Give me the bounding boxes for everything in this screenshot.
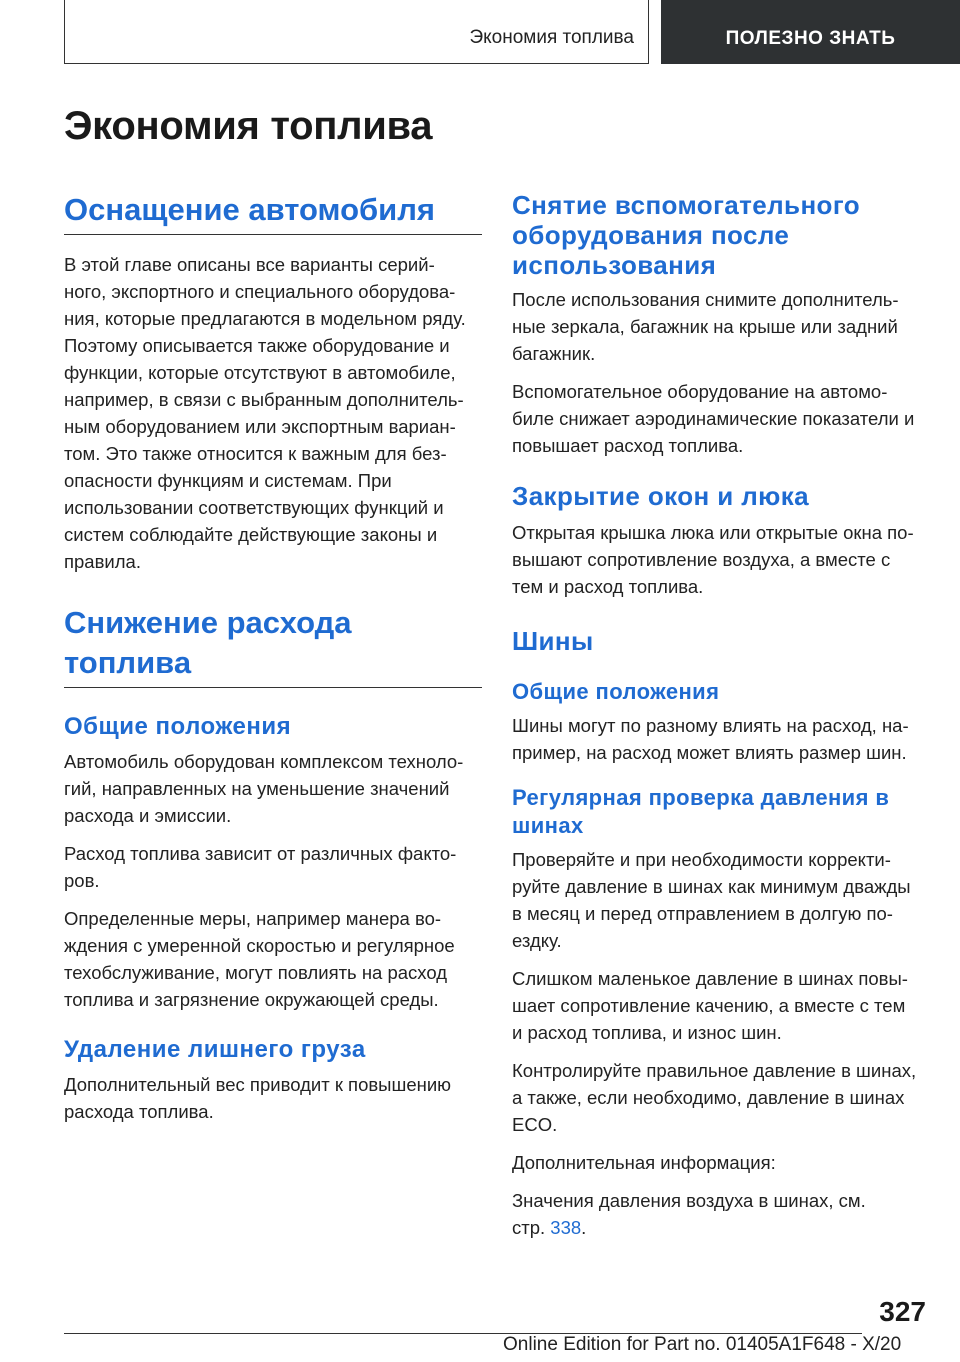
subheading-general: Общие положения [64,713,292,740]
paragraph-tire-pressure-2: Слишком маленькое давление в шинах повы- шает сопротивление качению, а вместе с тем и расход топлива, и износ шин. [512,968,908,1043]
paragraph-general-1: Автомобиль оборудован комплексом техноло- гий, направленных на уменьшение значений расхода и эмиссии. [64,751,464,826]
page-reference-link[interactable]: 338 [550,1217,582,1238]
heading-remove-accessories: Снятие вспомогательного оборудования после использования [512,190,860,280]
heading-close-windows: Закрытие окон и люка [512,481,810,511]
paragraph-accessories-2: Вспомогательное оборудование на автомо- биле снижает аэродинамические показатели и повышает расход топлива. [512,381,915,456]
paragraph-additional-info: Дополнительная информация: [512,1152,776,1173]
heading-vehicle-equipment: Оснащение автомобиля [64,192,435,227]
paragraph-tires-general: Шины могут по разному влиять на расход, на- пример, на расход может влиять размер шин. [512,715,909,763]
right-column [512,190,932,1252]
paragraph-accessories-1: После использования снимите дополнитель- ные зеркала, багажник на крыше или задний багажник. [512,289,899,364]
paragraph-close-windows: Открытая крышка люка или открытые окна по- вышают сопротивление воздуха, а вместе с тем и расход топлива. [512,522,914,597]
paragraph-remove-cargo: Дополнительный вес приводит к повышению расхода топлива. [64,1074,452,1122]
paragraph-tire-pressure-3: Контролируйте правильное давление в шинах, а также, если необходимо, давление в шинах ECO. [512,1060,917,1135]
page-number: 327 [879,1296,926,1327]
section-title-tab: Экономия топлива [64,0,649,64]
heading-rule [64,687,482,688]
paragraph-pressure-reference: Значения давления воздуха в шинах, см. стр. 338. [512,1190,866,1238]
page-header [64,0,960,64]
heading-fuel-reduction: Снижение расхода топлива [64,605,352,680]
heading-tires: Шины [512,626,594,656]
paragraph-general-2: Расход топлива зависит от различных факто- ров. [64,843,457,891]
page-title: Экономия топлива [64,104,433,148]
paragraph-tire-pressure-1: Проверяйте и при необходимости корректи- руйте давление в шинах как минимум дважды в месяц и перед отправлением в долгую по- ездку. [512,849,911,951]
paragraph-vehicle-equipment: В этой главе описаны все варианты серий- ного, экспортного и специального оборудова- ния, которые предлагаются в модельном ряду. Поэтому описывается также оборудование и функции, которые отсутствуют в автомобиле, например, в связи с выбранным дополнитель- ным оборудованием или экспортным вариан- том. Это также относится к важным для без- опасности функциям и системам. При использовании соответствующих функций и систем соблюдайте действующие законы и правила. [64,254,466,572]
footer-edition-text: Online Edition for Part no. 01405A1F648 - X/20 [503,1334,902,1355]
subheading-tires-general: Общие положения [512,679,720,704]
chapter-title-tab: ПОЛЕЗНО ЗНАТЬ [661,0,960,64]
paragraph-general-3: Определенные меры, например манера во- ждения с умеренной скоростью и регулярное техобслуживание, могут повлиять на расход топлива и загрязнение окружающей среды. [64,908,455,1010]
subheading-tire-pressure: Регулярная проверка давления в шинах [512,785,890,838]
subheading-remove-cargo: Удаление лишнего груза [64,1036,366,1063]
left-column [64,190,482,1136]
heading-rule [64,234,482,235]
